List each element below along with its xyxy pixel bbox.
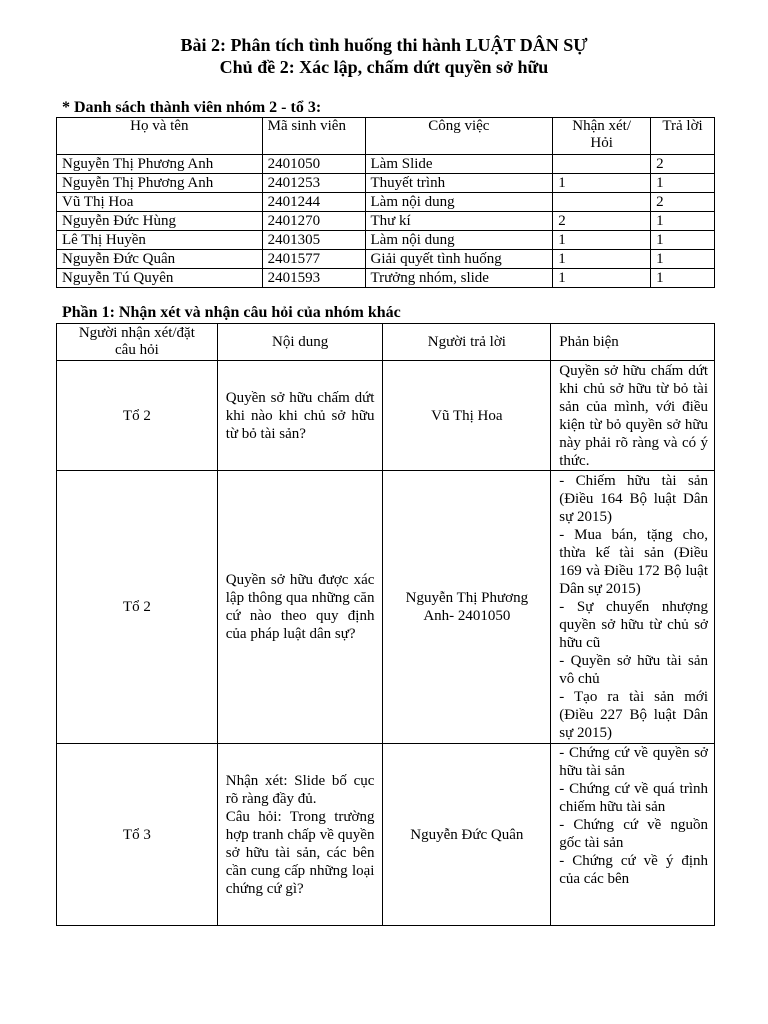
member-comment-count: 1 — [553, 231, 651, 250]
member-id: 2401253 — [262, 174, 365, 193]
col-header-student-id: Mã sinh viên — [262, 118, 365, 155]
member-name: Vũ Thị Hoa — [57, 193, 263, 212]
col-header-comment: Nhận xét/ Hỏi — [553, 118, 651, 155]
member-name: Nguyễn Đức Hùng — [57, 212, 263, 231]
member-task: Trưởng nhóm, slide — [365, 269, 553, 288]
qa-rebuttal — [551, 744, 715, 926]
rebuttal-item: - Tạo ra tài sản mới (Điều 227 Bộ luật Dân sự 2015) — [559, 689, 708, 741]
member-task: Làm Slide — [365, 155, 553, 174]
members-header-row — [57, 118, 715, 155]
member-answer-count: 1 — [651, 212, 715, 231]
qa-asker: Tổ 3 — [57, 744, 218, 926]
qa-header-row — [57, 324, 715, 361]
qa-content: Quyền sở hữu được xác lập thông qua những căn cứ nào theo quy định của pháp luật dân sự? — [217, 471, 383, 744]
member-comment-count: 2 — [553, 212, 651, 231]
member-answer-count: 2 — [651, 193, 715, 212]
col-header-answer: Trả lời — [651, 118, 715, 155]
member-id: 2401305 — [262, 231, 365, 250]
table-row — [57, 174, 715, 193]
member-id: 2401593 — [262, 269, 365, 288]
col-header-rebuttal: Phản biện — [551, 324, 715, 361]
member-task: Làm nội dung — [365, 193, 553, 212]
rebuttal-item: - Chứng cứ về quyền sở hữu tài sản — [559, 745, 708, 779]
document-title: Bài 2: Phân tích tình huống thi hành LUẬT DÂN SỰ — [180, 35, 588, 55]
qa-rebuttal — [551, 361, 715, 471]
qa-content-line: Câu hỏi: Trong trường hợp tranh chấp về quyền sở hữu tài sản, các bên cần cung cấp những loại chứng cứ gì? — [225, 808, 375, 897]
qa-responder: Vũ Thị Hoa — [383, 361, 551, 471]
member-id: 2401050 — [262, 155, 365, 174]
member-name: Nguyễn Thị Phương Anh — [57, 174, 263, 193]
qa-responder: Nguyễn Thị Phương Anh- 2401050 — [383, 471, 551, 744]
col-header-name: Họ và tên — [57, 118, 263, 155]
col-header-task: Công việc — [365, 118, 553, 155]
rebuttal-item: - Chứng cứ về ý định của các bên — [559, 853, 708, 887]
qa-table — [56, 323, 715, 926]
qa-asker: Tổ 2 — [57, 471, 218, 744]
member-comment-count — [553, 193, 651, 212]
rebuttal-item: - Mua bán, tặng cho, thừa kế tài sản (Điều 169 và Điều 172 Bộ luật Dân sự 2015) — [559, 527, 708, 597]
qa-content-line: Nhận xét: Slide bố cục rõ ràng đầy đủ. — [225, 772, 375, 807]
member-name: Nguyễn Thị Phương Anh — [57, 155, 263, 174]
member-name: Lê Thị Huyền — [57, 231, 263, 250]
member-id: 2401244 — [262, 193, 365, 212]
rebuttal-item: - Quyền sở hữu tài sản vô chủ — [559, 653, 708, 687]
qa-asker: Tổ 2 — [57, 361, 218, 471]
member-id: 2401270 — [262, 212, 365, 231]
member-answer-count: 1 — [651, 269, 715, 288]
member-answer-count: 1 — [651, 250, 715, 269]
table-row — [57, 155, 715, 174]
rebuttal-item: - Sự chuyển nhượng quyền sở hữu từ chủ sở hữu cũ — [559, 599, 708, 651]
rebuttal-item: - Chiếm hữu tài sản (Điều 164 Bộ luật Dân sự 2015) — [559, 473, 708, 525]
member-answer-count: 2 — [651, 155, 715, 174]
col-header-responder: Người trả lời — [383, 324, 551, 361]
member-answer-count: 1 — [651, 174, 715, 193]
member-name: Nguyễn Tú Quyên — [57, 269, 263, 288]
document-subtitle: Chủ đề 2: Xác lập, chấm dứt quyền sở hữu — [219, 57, 549, 77]
member-task: Thuyết trình — [365, 174, 553, 193]
table-row — [57, 471, 715, 744]
member-id: 2401577 — [262, 250, 365, 269]
table-row — [57, 744, 715, 926]
table-row — [57, 269, 715, 288]
qa-content: Quyền sở hữu chấm dứt khi nào khi chủ sở hữu từ bỏ tài sản? — [217, 361, 383, 471]
member-comment-count: 1 — [553, 250, 651, 269]
member-comment-count — [553, 155, 651, 174]
member-name: Nguyễn Đức Quân — [57, 250, 263, 269]
members-table — [56, 117, 715, 288]
table-row — [57, 231, 715, 250]
qa-responder: Nguyễn Đức Quân — [383, 744, 551, 926]
table-row — [57, 361, 715, 471]
member-task: Giải quyết tình huống — [365, 250, 553, 269]
members-heading: * Danh sách thành viên nhóm 2 - tổ 3: — [62, 99, 322, 116]
member-comment-count: 1 — [553, 269, 651, 288]
member-task: Làm nội dung — [365, 231, 553, 250]
table-row — [57, 250, 715, 269]
member-comment-count: 1 — [553, 174, 651, 193]
table-row — [57, 193, 715, 212]
member-task: Thư kí — [365, 212, 553, 231]
member-answer-count: 1 — [651, 231, 715, 250]
table-row — [57, 212, 715, 231]
rebuttal-item: Quyền sở hữu chấm dứt khi chủ sở hữu từ bỏ tài sản của mình, với điều kiện từ bỏ quyền sở hữu này phải rõ ràng và có ý thức. — [559, 362, 708, 469]
col-header-asker: Người nhận xét/đặt câu hỏi — [57, 324, 218, 361]
rebuttal-item: - Chứng cứ về quá trình chiếm hữu tài sản — [559, 781, 708, 815]
qa-heading: Phần 1: Nhận xét và nhận câu hỏi của nhóm khác — [62, 304, 401, 321]
rebuttal-item: - Chứng cứ về nguồn gốc tài sản — [559, 817, 708, 851]
qa-content — [217, 744, 383, 926]
qa-rebuttal — [551, 471, 715, 744]
col-header-content: Nội dung — [217, 324, 383, 361]
